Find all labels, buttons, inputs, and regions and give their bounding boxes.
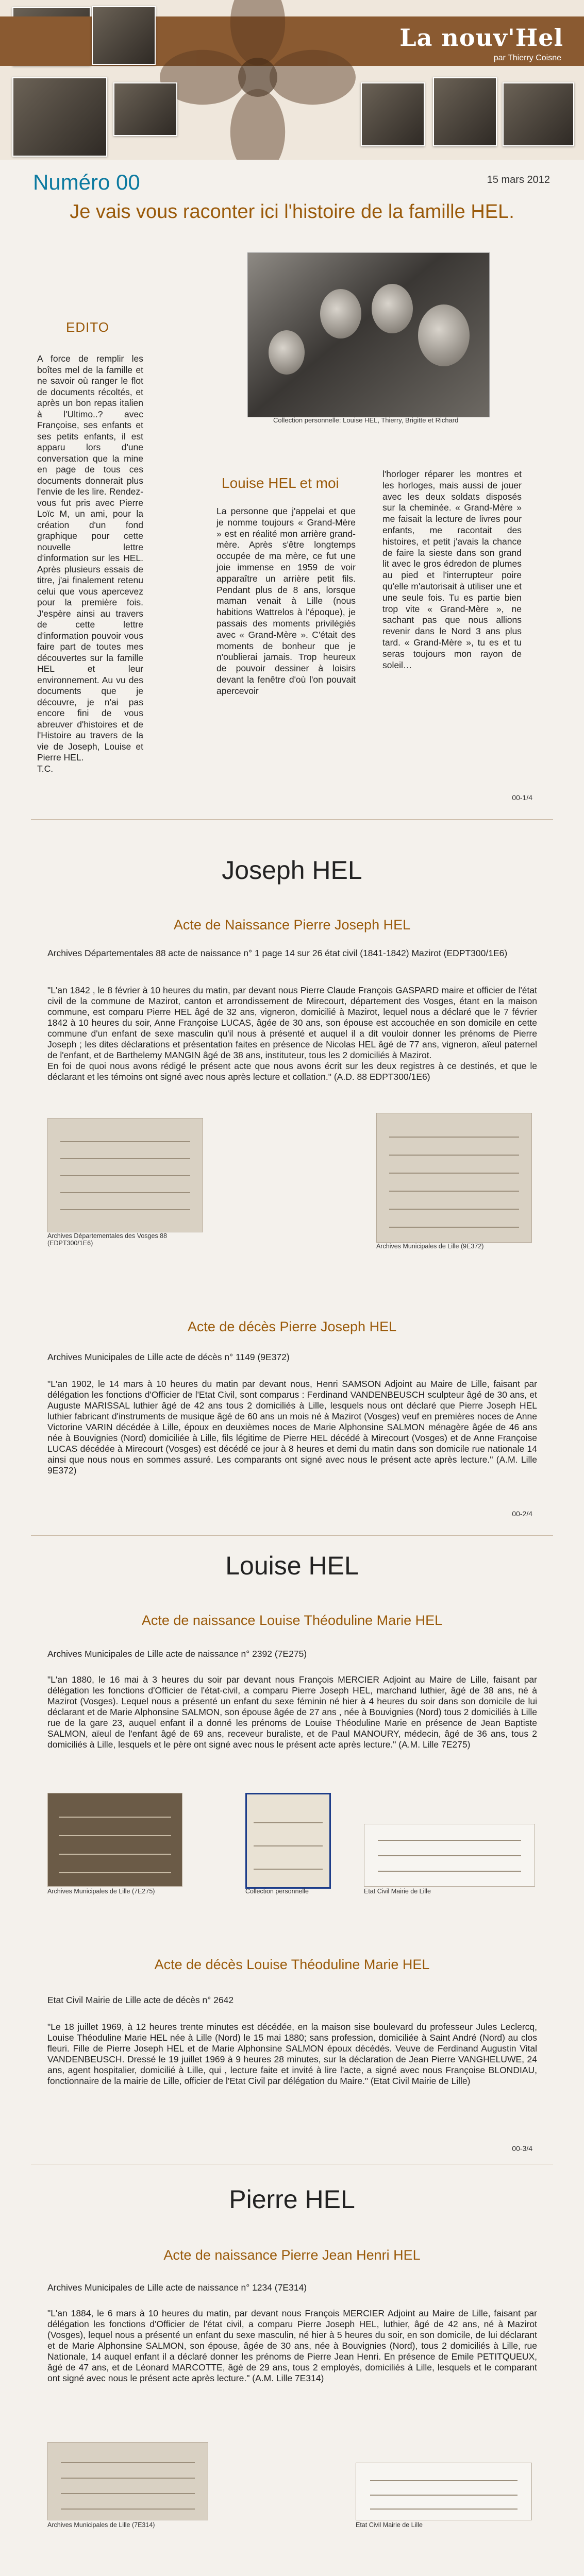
page-number: 00-2/4 [512,1510,532,1518]
joseph-doc-caption-right: Archives Municipales de Lille (9E372) [376,1243,484,1250]
edito-signature: T.C. [37,763,54,774]
issue-date: 15 mars 2012 [487,174,550,185]
pierre-doc-caption-right: Etat Civil Mairie de Lille [356,2521,423,2529]
pierre-doc-caption-left: Archives Municipales de Lille (7E314) [47,2521,155,2529]
pierre-birth-reference: Archives Municipales de Lille acte de naissance n° 1234 (7E314) [47,2282,307,2293]
page-number: 00-3/4 [512,2144,532,2153]
louise-death-title: Acte de décès Louise Théoduline Marie HEL [154,1957,430,1972]
page-number: 00-1/4 [512,793,532,802]
joseph-death-title: Acte de décès Pierre Joseph HEL [187,1319,397,1334]
photo-face [372,284,413,333]
photo-face [418,304,470,366]
divider [31,819,553,820]
edito-title: EDITO [66,319,109,335]
archive-document-image [47,2442,208,2520]
pierre-birth-title: Acte de naissance Pierre Jean Henri HEL [163,2247,421,2263]
louise-birth-text: "L'an 1880, le 16 mai à 3 heures du soir par devant nous François MERCIER Adjoint au Maire de Lille, faisant par délégation les fonctions d'Officier de l'état-civil, a comparu Pierre Joseph HEL, marchand luthier, âgé de 38 ans, né à Mazirot (Vosges). Lequel nous a présenté un enfant du sexe féminin né hier à 4 heures du soir dans son domicile de lui déclarant et de Marie Alphonsine SALMON, son épouse âgée de 27 ans , née à Bouvignies (Nord) tous 2 domiciliés à Lille rue de la gare 23, auquel enfant il a donné les prénoms de Louise Théoduline Marie en présence de Jean Baptiste SALMON, aïeul de l'enfant âgé de 69 ans, receveur buraliste, et de Paul MANOURY, médecin, âgé de 36 ans, tous 2 domiciliés à Lille, lesquels et le père ont signé avec nous le présent acte après lecture." (A.M. Lille 7E275) [47,1674,537,1750]
joseph-death-reference: Archives Municipales de Lille acte de décès n° 1149 (9E372) [47,1352,290,1362]
joseph-death-text: "L'an 1902, le 14 mars à 10 heures du matin par devant nous, Henri SAMSON Adjoint au Maire de Lille, faisant par délégation les fonctions d'Officier de l'Etat Civil, sont comparus : Ferdinand VANDENBEUSCH sculpteur âgé de 30 ans, et Auguste MARISSAL luthier âgé de 42 ans tous 2 domiciliés à Lille, lesquels nous ont déclaré que Pierre Joseph HEL luthier fabricant d'instruments de musique âgé de 60 ans un mois né à Mazirot (Vosges) veuf en premières noces de Anne Victorine VARIN décédée à Lille, époux en deuxièmes noces de Marie Alphonsine SALMON ménagère âgée de 46 ans née à Bouvignies (Nord) domiciliée à Lille, fils légitime de Pierre HEL décédé à Mirecourt (Vosges) et de Anne Françoise LUCAS décédée à Mirecourt (Vosges) est décédé ce jour à 8 heures et demi du matin dans son domicile rue nationale 14 ainsi que nous nous en sommes assuré. Les comparants ont signé avec nous le présent acte après lecture." (A.M. Lille 9E372) [47,1379,537,1476]
louise-doc-caption-mid: Collection personnelle [245,1888,309,1895]
louise-et-moi-col1: La personne que j'appelai et que je nomme toujours « Grand-Mère » est en réalité mon arrière grand-mère. Après s'être longtemps occupée de ma mère, ce fut une joie immense en 1959 de voir apparaître un arrière petit fils. Pendant plus de 8 ans, lorsque maman venait à Lille (nous habitions Wattrelos à l'époque), je passais des moments privilégiés avec « Grand-Mère ». C'était des moments de bonheur que je n'oublierai jamais. Trop heureux de pouvoir dessiner à loisirs devant la fenêtre d'où l'on pouvait apercevoir [216,506,356,696]
family-photo-caption: Collection personnelle: Louise HEL, Thierry, Brigitte et Richard [273,416,459,424]
joseph-birth-paragraph: "L'an 1842 , le 8 février à 10 heures du matin, par devant nous Pierre Claude François GASPARD maire et officier de l'état civil de la commune de Mazirot, canton et arrondissement de Mirecourt, département des Vosges, étant en la maison commune, est comparu Pierre HEL âgé de 32 ans, vigneron, domicilié à Mazirot, lequel nous a déclaré que le 7 février 1842 à 10 heures du soir, Anne Françoise LUCAS, âgée de 30 ans, son épouse est accouchée en son domicile en cette commune d'un enfant de sexe masculin qu'il nous à présenté et auquel il a dit vouloir donner les prénoms de Pierre Joseph ; les dites déclarations et présentation faites en présence de Nicolas HEL âgé de 77 ans, vigneron, aïeul paternel de l'enfant, et de Barthelemy MANGIN âgé de 38 ans, instituteur, tous les 2 domiciliés à Mazirot. [47,985,537,1060]
header-photo-3 [92,6,156,65]
joseph-birth-reference: Archives Départementales 88 acte de naissance n° 1 page 14 sur 26 état civil (1841-1842) Mazirot (EDPT300/1E6) [47,948,508,958]
flower-ornament-icon [160,0,356,160]
civil-record-image [364,1824,535,1887]
header-photo-7 [503,82,574,146]
masthead [0,0,584,160]
section-title-pierre: Pierre HEL [229,2185,355,2214]
joseph-birth-paragraph-2: En foi de quoi nous avons rédigé le présent acte que nous avons écrit sur les deux registres à ce destinés, et que le déclarant et les témoins ont signé avec nous après lecture et collation." (A.D. 88 EDPT300/1E6) [47,1061,537,1082]
joseph-birth-title: Acte de Naissance Pierre Joseph HEL [173,917,411,933]
joseph-doc-caption-left: Archives Départementales des Vosges 88 (EDPT300/1E6) [47,1232,168,1247]
joseph-birth-text [47,985,537,1082]
louise-et-moi-title: Louise HEL et moi [222,475,339,491]
archive-document-image [47,1793,182,1887]
section-title-louise: Louise HEL [225,1551,359,1580]
louise-doc-caption-left: Archives Municipales de Lille (7E275) [47,1888,155,1895]
archive-document-image [47,1118,203,1232]
edito-text [37,353,143,774]
newsletter-author: par Thierry Coisne [493,54,561,62]
photo-face [320,289,361,338]
pierre-birth-text: "L'an 1884, le 6 mars à 10 heures du matin, par devant nous François MERCIER Adjoint au Maire de Lille, faisant par délégation les fonctions d'Officier de l'état civil, a comparu Pierre Joseph HEL, luthier, âgé de 42 ans, né à Mazirot (Vosges), lequel nous a présenté un enfant du sexe masculin, né hier à 5 heures du soir, en son domicile, de lui déclarant et de Marie Alphonsine SALMON, son épouse, âgée de 30 ans, née à Bouvignies (Nord), tous 2 domiciliés à Lille, rue Nationale, 14 auquel enfant il a déclaré donner les prénoms de Pierre Jean Henri. En présence de Emile PETITQUEUX, âgé de 47 ans, et de Léonard MARCOTTE, âgé de 29 ans, tous 2 employés, domiciliés à Lille, lesquels et le comparant ont signé avec nous le présent acte après lecture." (A.M. Lille 7E314) [47,2308,537,2383]
louise-death-text: "Le 18 juillet 1969, à 12 heures trente minutes est décédée, en la maison sise boulevard du professeur Jules Leclercq, Louise Théoduline Marie HEL née à Lille (Nord) le 15 mai 1880; sans profession, domiciliée à Saint André (Nord) au clos fleuri. Fille de Pierre Joseph HEL et de Marie Alphonsine SALMON époux décédés. Veuve de Ferdinand Augustin Vital VANDENBEUSCH. Dressé le 19 juillet 1969 à 9 heures 28 minutes, sur la déclaration de Jean Pierre VANGHELUWE, 24 ans, agent hospitalier, domicilié à Lille, qui , lecture faite et invité à lire l'acte, a signé avec nous Françoise BLONDIAU, fonctionnaire de la mairie de Lille, officier de l'Etat Civil par délégation du Maire." (Etat Civil Mairie de Lille) [47,2022,537,2086]
edito-body: A force de remplir les boîtes mel de la famille et ne savoir où ranger le flot de documents récoltés, et après un bon repas italien à l'Ultimo..? avec Françoise, ses enfants et ses petits enfants, il est apparu lors d'une conversation que la mine en page de tous ces documents donnerait plus l'envie de les lire. Rendez-vous fut pris avec Pierre Loïc M, un ami, pour la création d'un fond graphique pour cette nouvelle lettre d'information sur les HEL. Après plusieurs essais de titre, j'ai finalement retenu celui que vous apercevez pour la première fois. J'espère ainsi au travers de cette lettre d'information pouvoir vous faire part de toutes mes découvertes sur la famille HEL et leur environnement. Au vu des documents que je découvre, je n'ai pas encore fini de vous abreuver d'histoires et de l'Histoire au travers de la vie de Joseph, Louise et Pierre HEL. [37,353,143,762]
personal-document-image [245,1793,331,1889]
tagline: Je vais vous raconter ici l'histoire de la famille HEL. [70,201,514,223]
louise-birth-reference: Archives Municipales de Lille acte de naissance n° 2392 (7E275) [47,1649,307,1659]
issue-number: Numéro 00 [33,170,140,194]
photo-face [269,330,305,375]
louise-et-moi-col2: l'horloger réparer les montres et les horloges, mais aussi de jouer avec les deux soldats disposés sur la cheminée. « Grand-Mère » me faisait la lecture de livres pour enfants, me racontait des histoires, et petit j'avais la chance de faire la sieste dans son grand lit avec le gros édredon de plumes au pied et l'interrupteur poire qu'elle m'autorisait à utiliser une et une seule fois. Tu es partie bien trop vite « Grand-Mère », ne sachant pas que nous allions revenir dans le Nord 3 ans plus tard. « Grand-Mère », tu es et tu seras toujours mon rayon de soleil… [382,469,522,670]
archive-document-image [376,1113,532,1243]
divider [31,1535,553,1536]
family-photo [247,252,490,417]
civil-record-image [356,2463,532,2520]
louise-death-reference: Etat Civil Mairie de Lille acte de décès n° 2642 [47,1995,234,2005]
newsletter-title: La nouv'Hel [399,24,563,52]
header-photo-5 [361,82,425,146]
louise-birth-title: Acte de naissance Louise Théoduline Marie HEL [141,1613,443,1628]
header-photo-4 [113,82,177,136]
header-photo-6 [433,77,497,146]
section-title-joseph: Joseph HEL [222,856,362,885]
louise-doc-caption-right: Etat Civil Mairie de Lille [364,1888,431,1895]
header-photo-2 [12,77,107,157]
